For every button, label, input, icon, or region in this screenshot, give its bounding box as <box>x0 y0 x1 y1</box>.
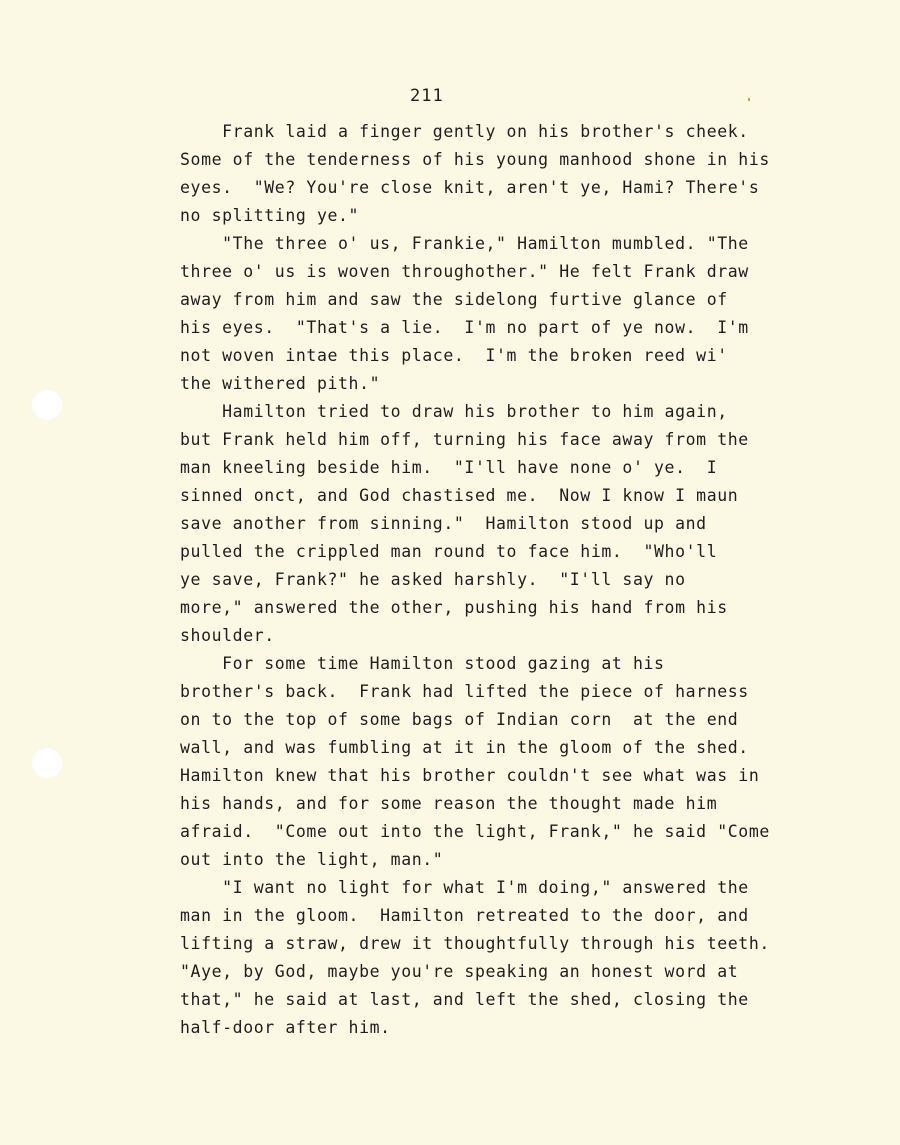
text-line: save another from sinning." Hamilton stood up and <box>180 514 707 533</box>
text-line: not woven intae this place. I'm the broken reed wi' <box>180 346 728 365</box>
text-line: away from him and saw the sidelong furtive glance of <box>180 290 728 309</box>
punch-hole-top <box>32 390 62 420</box>
text-line: his eyes. "That's a lie. I'm no part of ye now. I'm <box>180 318 749 337</box>
text-line: half-door after him. <box>180 1018 391 1037</box>
text-line: man in the gloom. Hamilton retreated to the door, and <box>180 906 749 925</box>
text-line: lifting a straw, drew it thoughtfully through his teeth. <box>180 934 770 953</box>
text-line: no splitting ye." <box>180 206 360 225</box>
text-line: Some of the tenderness of his young manhood shone in his <box>180 150 770 169</box>
text-line: more," answered the other, pushing his hand from his <box>180 598 728 617</box>
text-line: three o' us is woven throughother." He felt Frank draw <box>180 262 749 281</box>
body-text <box>180 118 840 1042</box>
text-line: the withered pith." <box>180 374 381 393</box>
page-number: 211 <box>410 86 444 106</box>
text-line: Hamilton tried to draw his brother to him again, <box>180 402 728 421</box>
text-line: For some time Hamilton stood gazing at his <box>180 654 665 673</box>
text-line: ye save, Frank?" he asked harshly. "I'll say no <box>180 570 686 589</box>
text-line: out into the light, man." <box>180 850 444 869</box>
text-line: brother's back. Frank had lifted the piece of harness <box>180 682 749 701</box>
text-line: man kneeling beside him. "I'll have none o' ye. I <box>180 458 718 477</box>
text-line: on to the top of some bags of Indian corn at the end <box>180 710 739 729</box>
text-line: shoulder. <box>180 626 275 645</box>
paper-speck <box>748 98 750 101</box>
punch-hole-bottom <box>32 748 62 778</box>
text-line: Hamilton knew that his brother couldn't see what was in <box>180 766 760 785</box>
text-line: "Aye, by God, maybe you're speaking an honest word at <box>180 962 739 981</box>
text-line: eyes. "We? You're close knit, aren't ye, Hami? There's <box>180 178 760 197</box>
text-line: Frank laid a finger gently on his brother's cheek. <box>180 122 749 141</box>
text-line: that," he said at last, and left the shed, closing the <box>180 990 749 1009</box>
text-line: pulled the crippled man round to face him. "Who'll <box>180 542 718 561</box>
text-line: afraid. "Come out into the light, Frank," he said "Come <box>180 822 770 841</box>
text-line: his hands, and for some reason the thought made him <box>180 794 718 813</box>
text-line: sinned onct, and God chastised me. Now I know I maun <box>180 486 739 505</box>
text-line: but Frank held him off, turning his face away from the <box>180 430 749 449</box>
text-line: "I want no light for what I'm doing," answered the <box>180 878 749 897</box>
text-line: wall, and was fumbling at it in the gloom of the shed. <box>180 738 749 757</box>
text-line: "The three o' us, Frankie," Hamilton mumbled. "The <box>180 234 749 253</box>
